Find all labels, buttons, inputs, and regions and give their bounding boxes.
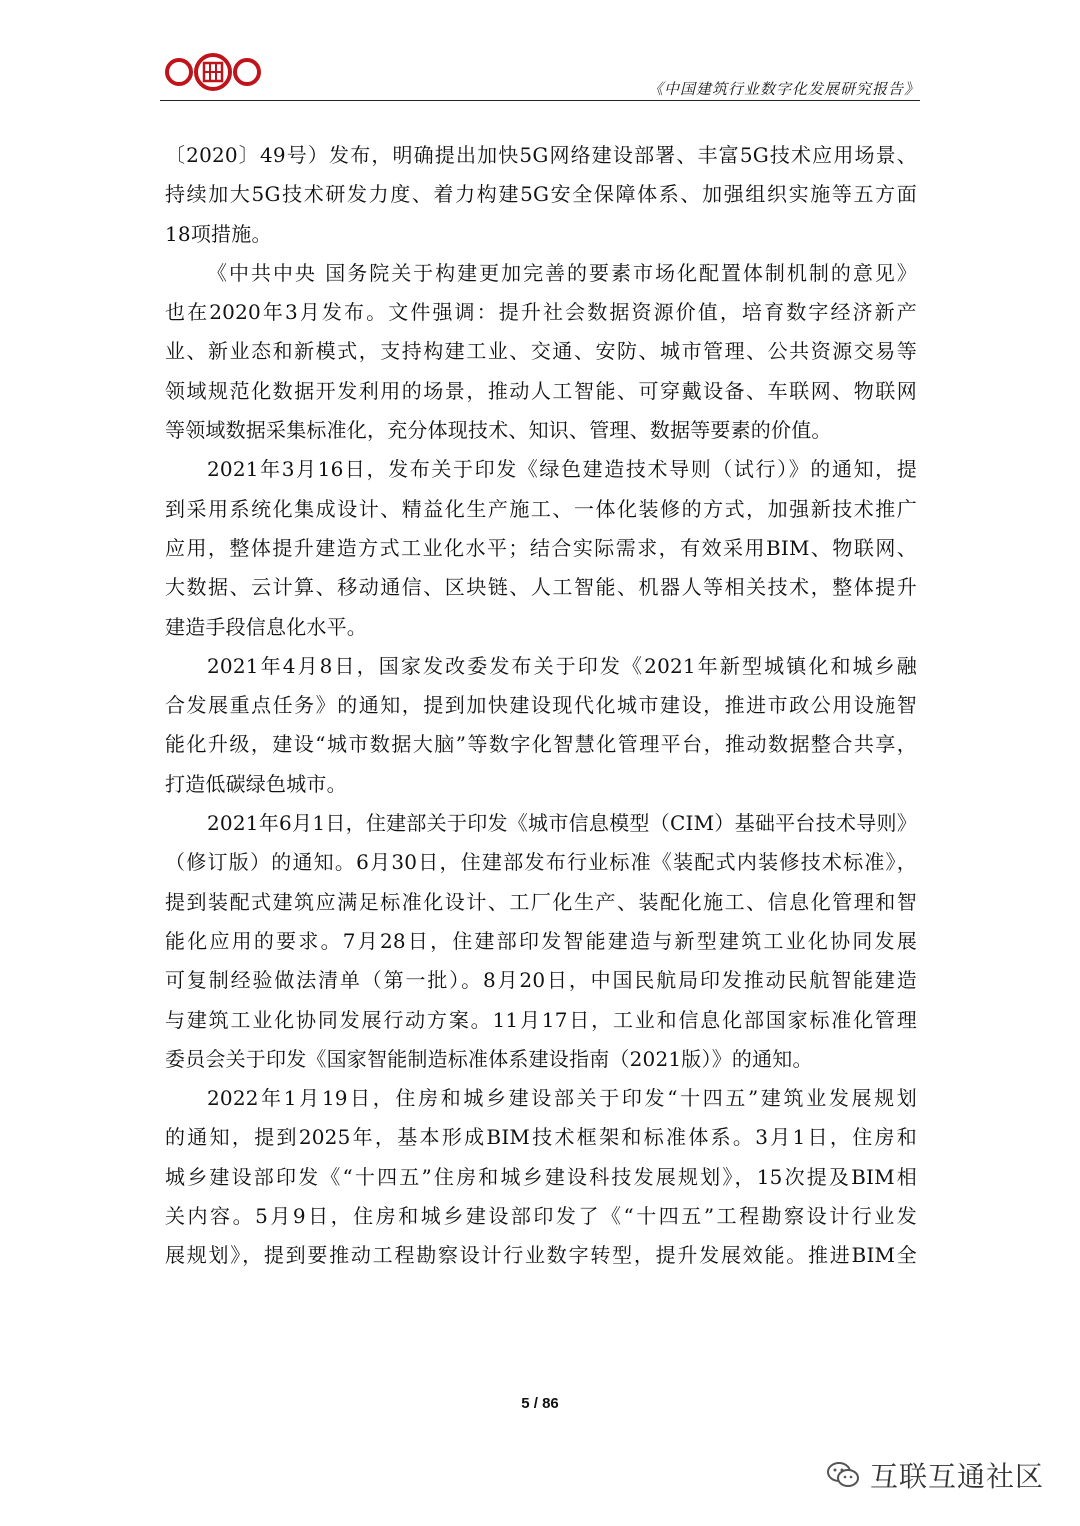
text-line: 与建筑工业化协同发展行动方案。11月17日，工业和信息化部国家标准化管理 xyxy=(165,1007,917,1032)
text-line: 2021年3月16日，发布关于印发《绿色建造技术导则（试行）》的通知，提 xyxy=(207,457,917,482)
text-line: 也在2020年3月发布。文件强调：提升社会数据资源价值，培育数字经济新产 xyxy=(165,300,917,325)
text-line: 可复制经验做法清单（第一批）。8月20日，中国民航局印发推动民航智能建造 xyxy=(165,968,917,993)
text-line: 大数据、云计算、移动通信、区块链、人工智能、机器人等相关技术，整体提升 xyxy=(165,575,917,600)
text-line: 等领域数据采集标准化，充分体现技术、知识、管理、数据等要素的价值。 xyxy=(165,418,832,443)
wechat-icon xyxy=(826,1460,860,1490)
text-line: 2021年4月8日，国家发改委发布关于印发《2021年新型城镇化和城乡融 xyxy=(207,653,917,678)
page-header xyxy=(160,50,920,102)
paragraph xyxy=(165,254,917,450)
text-line: 持续加大5G技术研发力度、着力构建5G安全保障体系、加强组织实施等五方面 xyxy=(165,182,917,207)
page-number: 5 / 86 xyxy=(521,1395,559,1412)
company-logo xyxy=(165,52,261,92)
text-line: 打造低碳绿色城市。 xyxy=(165,771,347,796)
text-line: 〔2020〕49号）发布，明确提出加快5G网络建设部署、丰富5G技术应用场景、 xyxy=(165,143,917,167)
text-line: 业、新业态和新模式，支持构建工业、交通、安防、城市管理、公共资源交易等 xyxy=(165,339,917,364)
text-line: 能化升级，建设“城市数据大脑”等数字化智慧化管理平台，推动数据整合共享， xyxy=(165,732,917,757)
text-line: （修订版）的通知。6月30日，住建部发布行业标准《装配式内装修技术标准》， xyxy=(165,850,917,875)
text-line: 合发展重点任务》的通知，提到加快建设现代化城市建设，推进市政公用设施智 xyxy=(165,693,917,718)
text-line: 2021年6月1日，住建部关于印发《城市信息模型（CIM）基础平台技术导则》 xyxy=(207,811,917,836)
header-divider xyxy=(160,100,920,101)
text-line: 展规划》，提到要推动工程勘察设计行业数字转型，提升发展效能。推进BIM全 xyxy=(165,1243,917,1268)
text-line: 的通知，提到2025年，基本形成BIM技术框架和标准体系。3月1日，住房和 xyxy=(165,1125,917,1150)
paragraph xyxy=(165,647,917,804)
paragraph xyxy=(165,804,917,1079)
text-line: 领域规范化数据开发利用的场景，推动人工智能、可穿戴设备、车联网、物联网 xyxy=(165,378,917,403)
text-line: 能化应用的要求。7月28日，住建部印发智能建造与新型建筑工业化协同发展 xyxy=(165,928,917,953)
document-title: 《中国建筑行业数字化发展研究报告》 xyxy=(647,80,920,98)
text-line: 18项措施。 xyxy=(165,221,272,246)
watermark-text: 互联互通社区 xyxy=(869,1460,1044,1493)
text-line: 城乡建设部印发《“十四五”住房和城乡建设科技发展规划》，15次提及BIM相 xyxy=(165,1164,917,1189)
body-text xyxy=(165,136,917,1276)
text-line: 到采用系统化集成设计、精益化生产施工、一体化装修的方式，加强新技术推广 xyxy=(165,496,917,521)
text-line: 提到装配式建筑应满足标准化设计、工厂化生产、装配化施工、信息化管理和智 xyxy=(165,889,917,914)
text-line: 应用，整体提升建造方式工业化水平；结合实际需求，有效采用BIM、物联网、 xyxy=(165,535,917,560)
paragraph xyxy=(165,136,917,254)
paragraph xyxy=(165,450,917,646)
text-line: 建造手段信息化水平。 xyxy=(165,614,367,639)
text-line: 关内容。5月9日，住房和城乡建设部印发了《“十四五”工程勘察设计行业发 xyxy=(165,1204,917,1229)
text-line: 委员会关于印发《国家智能制造标准体系建设指南（2021版）》的通知。 xyxy=(165,1046,813,1071)
paragraph xyxy=(165,1079,917,1275)
watermark xyxy=(826,1455,1044,1495)
text-line: 2022年1月19日，住房和城乡建设部关于印发“十四五”建筑业发展规划 xyxy=(207,1086,917,1111)
text-line: 《中共中央 国务院关于构建更加完善的要素市场化配置体制机制的意见》 xyxy=(207,260,917,285)
